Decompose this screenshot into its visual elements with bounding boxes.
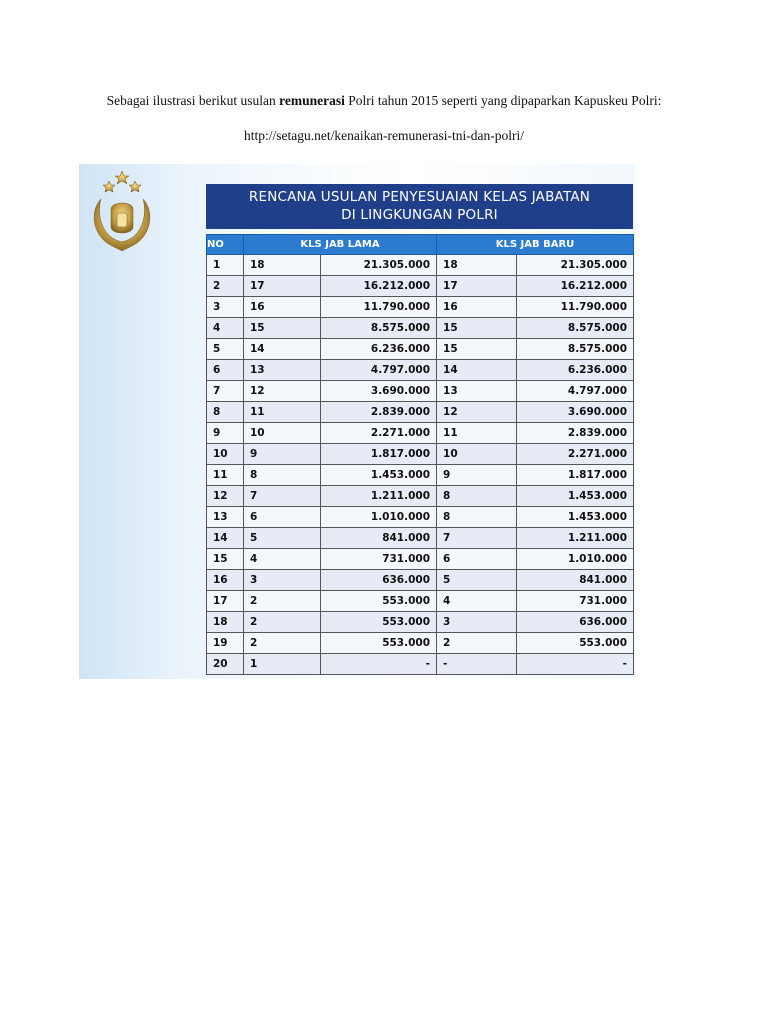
cell-new-class: 10 (437, 444, 517, 465)
table-row (207, 465, 634, 486)
cell-new-class: 9 (437, 465, 517, 486)
cell-old-class: 18 (244, 255, 321, 276)
cell-no: 12 (207, 486, 244, 507)
cell-no: 11 (207, 465, 244, 486)
cell-no: 6 (207, 360, 244, 381)
cell-new-amount: 636.000 (517, 612, 634, 633)
cell-no: 2 (207, 276, 244, 297)
cell-new-amount: 2.271.000 (517, 444, 634, 465)
source-link[interactable]: http://setagu.net/kenaikan-remunerasi-tni-dan-polri/ (243, 128, 525, 143)
cell-new-class: 4 (437, 591, 517, 612)
cell-old-class: 13 (244, 360, 321, 381)
remuneration-table (206, 234, 634, 675)
cell-no: 13 (207, 507, 244, 528)
table-row (207, 654, 634, 675)
cell-no: 19 (207, 633, 244, 654)
cell-new-amount: 1.211.000 (517, 528, 634, 549)
cell-new-class: 16 (437, 297, 517, 318)
cell-new-amount: 1.010.000 (517, 549, 634, 570)
cell-old-amount: 6.236.000 (321, 339, 437, 360)
cell-new-class: 2 (437, 633, 517, 654)
cell-new-amount: - (517, 654, 634, 675)
cell-old-class: 1 (244, 654, 321, 675)
cell-new-class: 14 (437, 360, 517, 381)
cell-old-class: 5 (244, 528, 321, 549)
cell-old-class: 14 (244, 339, 321, 360)
cell-no: 1 (207, 255, 244, 276)
cell-old-amount: 553.000 (321, 591, 437, 612)
cell-new-amount: 2.839.000 (517, 423, 634, 444)
cell-old-class: 10 (244, 423, 321, 444)
cell-new-amount: 3.690.000 (517, 402, 634, 423)
cell-old-amount: 553.000 (321, 633, 437, 654)
cell-no: 15 (207, 549, 244, 570)
cell-old-class: 16 (244, 297, 321, 318)
title-line-2: DI LINGKUNGAN POLRI (341, 207, 498, 223)
cell-no: 5 (207, 339, 244, 360)
cell-no: 16 (207, 570, 244, 591)
table-row (207, 423, 634, 444)
table-row (207, 318, 634, 339)
table-title (206, 184, 633, 229)
cell-new-amount: 4.797.000 (517, 381, 634, 402)
cell-new-amount: 6.236.000 (517, 360, 634, 381)
cell-new-class: 13 (437, 381, 517, 402)
cell-new-amount: 1.453.000 (517, 507, 634, 528)
table-row (207, 360, 634, 381)
cell-no: 20 (207, 654, 244, 675)
cell-old-amount: 841.000 (321, 528, 437, 549)
cell-old-amount: - (321, 654, 437, 675)
cell-new-class: 8 (437, 486, 517, 507)
table-row (207, 528, 634, 549)
cell-old-amount: 636.000 (321, 570, 437, 591)
table-row (207, 276, 634, 297)
cell-old-class: 2 (244, 612, 321, 633)
intro-text-after: Polri tahun 2015 seperti yang dipaparkan Kapuskeu Polri: (344, 93, 662, 108)
cell-no: 10 (207, 444, 244, 465)
cell-old-class: 11 (244, 402, 321, 423)
cell-new-class: 18 (437, 255, 517, 276)
table-row (207, 255, 634, 276)
cell-new-amount: 1.453.000 (517, 486, 634, 507)
cell-new-class: 7 (437, 528, 517, 549)
cell-new-amount: 553.000 (517, 633, 634, 654)
table-row (207, 381, 634, 402)
cell-no: 8 (207, 402, 244, 423)
table-row (207, 633, 634, 654)
cell-new-amount: 16.212.000 (517, 276, 634, 297)
title-line-1: RENCANA USULAN PENYESUAIAN KELAS JABATAN (248, 189, 591, 205)
intro-text-before: Sebagai ilustrasi berikut usulan (106, 93, 280, 108)
cell-old-amount: 2.839.000 (321, 402, 437, 423)
cell-old-class: 7 (244, 486, 321, 507)
cell-new-amount: 841.000 (517, 570, 634, 591)
cell-new-class: 5 (437, 570, 517, 591)
cell-no: 7 (207, 381, 244, 402)
cell-no: 9 (207, 423, 244, 444)
cell-old-amount: 16.212.000 (321, 276, 437, 297)
cell-old-amount: 8.575.000 (321, 318, 437, 339)
cell-new-class: 12 (437, 402, 517, 423)
cell-old-class: 6 (244, 507, 321, 528)
header-new-class: KLS JAB BARU (437, 235, 634, 255)
cell-old-class: 17 (244, 276, 321, 297)
cell-old-class: 8 (244, 465, 321, 486)
cell-no: 3 (207, 297, 244, 318)
cell-old-class: 4 (244, 549, 321, 570)
remuneration-figure (79, 164, 635, 679)
cell-old-amount: 21.305.000 (321, 255, 437, 276)
cell-new-amount: 11.790.000 (517, 297, 634, 318)
table-row (207, 570, 634, 591)
cell-old-class: 9 (244, 444, 321, 465)
table-row (207, 402, 634, 423)
cell-new-class: 8 (437, 507, 517, 528)
cell-old-class: 3 (244, 570, 321, 591)
cell-new-amount: 8.575.000 (517, 318, 634, 339)
cell-old-class: 2 (244, 633, 321, 654)
header-old-class: KLS JAB LAMA (244, 235, 437, 255)
intro-bold-word: remunerasi (279, 93, 345, 108)
cell-old-class: 2 (244, 591, 321, 612)
cell-new-amount: 8.575.000 (517, 339, 634, 360)
cell-no: 14 (207, 528, 244, 549)
table-row (207, 507, 634, 528)
header-no: NO (207, 235, 244, 255)
cell-old-amount: 553.000 (321, 612, 437, 633)
cell-no: 18 (207, 612, 244, 633)
cell-new-class: 17 (437, 276, 517, 297)
cell-old-amount: 4.797.000 (321, 360, 437, 381)
cell-old-amount: 11.790.000 (321, 297, 437, 318)
table-row (207, 591, 634, 612)
cell-old-class: 15 (244, 318, 321, 339)
table-row (207, 486, 634, 507)
cell-new-class: 15 (437, 339, 517, 360)
polri-emblem-icon (83, 169, 161, 253)
cell-old-class: 12 (244, 381, 321, 402)
cell-old-amount: 731.000 (321, 549, 437, 570)
cell-new-amount: 21.305.000 (517, 255, 634, 276)
table-row (207, 612, 634, 633)
cell-new-class: 11 (437, 423, 517, 444)
cell-new-class: 3 (437, 612, 517, 633)
cell-old-amount: 1.211.000 (321, 486, 437, 507)
table-row (207, 297, 634, 318)
cell-new-class: 6 (437, 549, 517, 570)
intro-paragraph (0, 93, 768, 109)
cell-new-amount: 731.000 (517, 591, 634, 612)
cell-old-amount: 1.010.000 (321, 507, 437, 528)
cell-old-amount: 2.271.000 (321, 423, 437, 444)
table-row (207, 444, 634, 465)
cell-new-amount: 1.817.000 (517, 465, 634, 486)
cell-no: 4 (207, 318, 244, 339)
cell-new-class: 15 (437, 318, 517, 339)
cell-no: 17 (207, 591, 244, 612)
cell-old-amount: 1.453.000 (321, 465, 437, 486)
table-row (207, 339, 634, 360)
cell-new-class: - (437, 654, 517, 675)
cell-old-amount: 3.690.000 (321, 381, 437, 402)
table-row (207, 549, 634, 570)
cell-old-amount: 1.817.000 (321, 444, 437, 465)
table-header-row (207, 235, 634, 255)
